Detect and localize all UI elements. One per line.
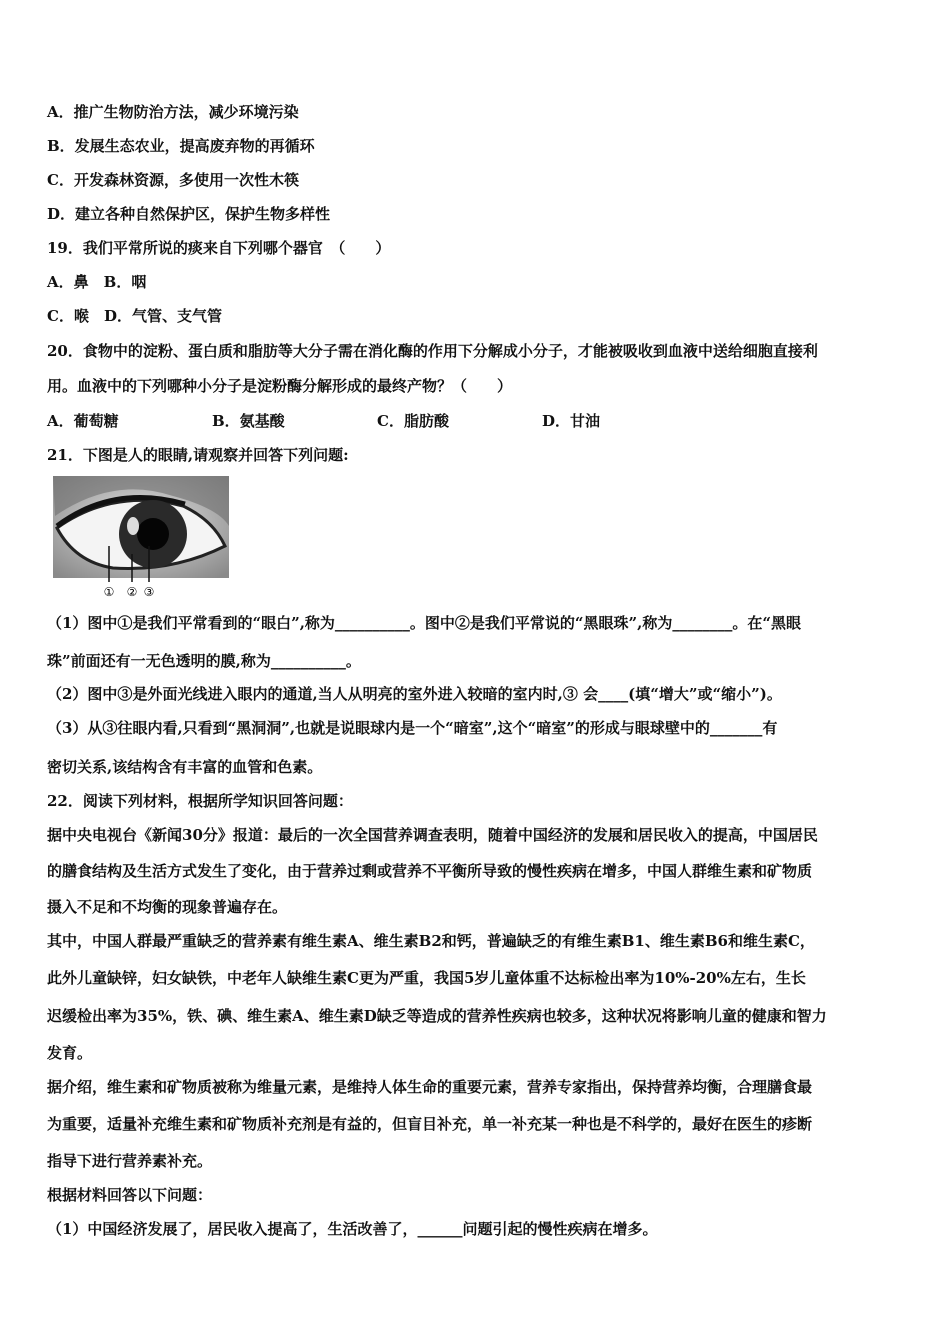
figure-label-1: ①	[103, 585, 115, 599]
eye-highlight	[127, 517, 139, 535]
q20-options	[47, 411, 600, 431]
q22-para3-line2: 为重要，适量补充维生素和矿物质补充剂是有益的，但盲目补充，单一补充某一种也是不科学的，最好在医生的疹断	[47, 1115, 813, 1133]
q22-para3-line3: 指导下进行营养素补充。	[47, 1152, 213, 1170]
q21-part2: （2）图中③是外面光线进入眼内的通道,当人从明亮的室外进入较暗的室内时,③ 会____(填“增大”或“缩小”)。	[47, 685, 782, 703]
q22-subquestion-1: （1）中国经济发展了，居民收入提高了，生活改善了，______问题引起的慢性疾病在增多。	[47, 1220, 658, 1238]
q19-options-row2: C．喉 D．气管、支气管	[47, 307, 222, 325]
pupil-shape	[137, 518, 169, 550]
q22-prompt: 根据材料回答以下问题：	[47, 1186, 213, 1204]
q22-para1-line2: 的膳食结构及生活方式发生了变化，由于营养过剩或营养不平衡所导致的慢性疾病在增多，中国人群维生素和矿物质	[47, 862, 813, 880]
q20-stem-line1: 20．食物中的淀粉、蛋白质和脂肪等大分子需在消化酶的作用下分解成小分子，才能被吸收到血液中送给细胞直接利	[47, 342, 818, 360]
q22-para1-line3: 摄入不足和不均衡的现象普遍存在。	[47, 898, 288, 916]
q21-part1-line1: （1）图中①是我们平常看到的“眼白”,称为__________。图中②是我们平常说的“黑眼珠”,称为________。在“黑眼	[47, 614, 802, 632]
figure-label-3: ③	[143, 585, 155, 599]
q22-para2-line2: 此外儿童缺锌，妇女缺铁，中老年人缺维生素C更为严重，我国5岁儿童体重不达标检出率为10%-20%左右，生长	[47, 969, 806, 987]
q20-option-a: A．葡萄糖	[47, 412, 119, 430]
q21-part3-line2: 密切关系,该结构含有丰富的血管和色素。	[47, 758, 323, 776]
q21-part3-line1: （3）从③往眼内看,只看到“黑洞洞”,也就是说眼球内是一个“暗室”,这个“暗室”的形成与眼球壁中的_______有	[47, 719, 778, 737]
q22-para3-line1: 据介绍，维生素和矿物质被称为维量元素，是维持人体生命的重要元素，营养专家指出，保持营养均衡，合理膳食最	[47, 1078, 813, 1096]
q18-option-d: D．建立各种自然保护区，保护生物多样性	[47, 205, 331, 223]
q22-para2-line4: 发育。	[47, 1044, 93, 1062]
q20-stem-line2: 用。血液中的下列哪种小分子是淀粉酶分解形成的最终产物？（ ）	[47, 377, 513, 395]
q20-option-b: B．氨基酸	[212, 412, 285, 430]
eye-figure	[53, 476, 229, 600]
q20-option-c: C．脂肪酸	[377, 412, 449, 430]
q19-stem: 19．我们平常所说的痰来自下列哪个器官 （ ）	[47, 239, 391, 257]
q18-option-b: B．发展生态农业，提高废弃物的再循环	[47, 137, 315, 155]
q18-option-c: C．开发森林资源，多使用一次性木筷	[47, 171, 299, 189]
q22-para2-line1: 其中，中国人群最严重缺乏的营养素有维生素A、维生素B2和钙，普遍缺乏的有维生素B1、维生素B6和维生素C，	[47, 932, 815, 950]
q22-para2-line3: 迟缓检出率为35%，铁、碘、维生素A、维生素D缺乏等造成的营养性疾病也较多，这种状况将影响儿童的健康和智力	[47, 1007, 827, 1025]
q21-stem: 21．下图是人的眼睛,请观察并回答下列问题:	[47, 446, 349, 464]
q22-para1-line1: 据中央电视台《新闻30分》报道：最后的一次全国营养调查表明，随着中国经济的发展和居民收入的提高，中国居民	[47, 826, 818, 844]
q20-option-d: D．甘油	[542, 412, 601, 430]
q18-option-a: A．推广生物防治方法，减少环境污染	[47, 103, 299, 121]
q21-part1-line2: 珠”前面还有一无色透明的膜,称为__________。	[47, 652, 361, 670]
q19-options-row1: A．鼻 B．咽	[47, 273, 147, 291]
figure-label-2: ②	[126, 585, 138, 599]
q22-stem: 22．阅读下列材料，根据所学知识回答问题：	[47, 792, 353, 810]
